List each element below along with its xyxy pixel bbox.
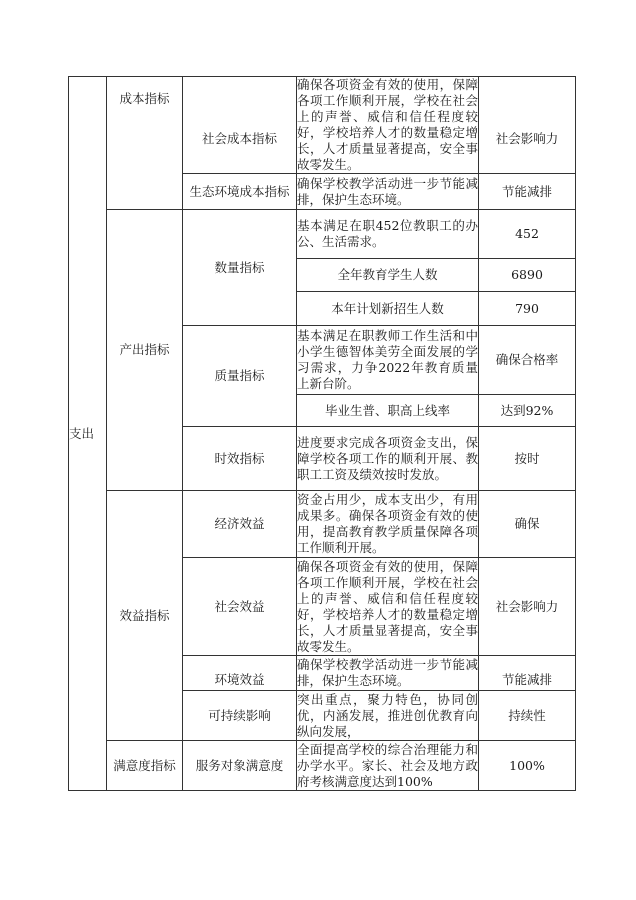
level3-indicator: 时效指标 [183,427,297,491]
indicator-value: 确保合格率 [479,326,576,395]
indicator-content: 全面提高学校的综合治理能力和办学水平。家长、社会及地方政府考核满意度达到100% [297,741,478,789]
indicator-value: 6890 [479,259,576,292]
level2-cost-indicator: 成本指标 [107,77,183,210]
indicator-value: 社会影响力 [479,77,576,174]
level3-indicator: 生态环境成本指标 [183,174,297,210]
indicator-content: 资金占用少，成本支出少，有用成果多。确保各项资金有效的使用，提高教育教学质量保障各项工作顺利开展。 [297,491,479,558]
indicator-value: 节能减排 [479,656,576,691]
indicator-value: 790 [479,292,576,326]
indicator-content: 基本满足在职教师工作生活和中小学生德智体美劳全面发展的学习需求，力争2022年教育质量上新台阶。 [297,326,479,395]
indicator-value: 按时 [479,427,576,491]
table-row [69,741,576,791]
indicator-content: 进度要求完成各项资金支出，保障学校各项工作的顺利开展、教职工工资及绩效按时发放。 [297,427,479,491]
indicator-content: 基本满足在职452位教职工的办公、生活需求。 [297,210,479,259]
indicator-value: 100% [479,741,576,791]
level2-benefit-indicator: 效益指标 [107,491,183,741]
level2-satisfaction-indicator: 满意度指标 [107,741,183,791]
performance-indicator-table [68,76,576,791]
indicator-value: 达到92% [479,395,576,427]
indicator-value: 确保 [479,491,576,558]
level3-indicator: 经济效益 [183,491,297,558]
table-row [69,210,576,259]
level3-indicator: 可持续影响 [183,691,297,741]
table-row [69,491,576,558]
indicator-content: 突出重点，聚力特色，协同创优，内涵发展，推进创优教育向纵向发展， [297,691,478,739]
indicator-content: 确保学校教学活动进一步节能减排，保护生态环境。 [297,656,479,691]
indicator-value: 持续性 [479,691,576,741]
indicator-value: 节能减排 [479,174,576,210]
level3-indicator: 数量指标 [183,210,297,326]
level2-output-indicator: 产出指标 [107,210,183,491]
indicator-content: 确保各项资金有效的使用，保障各项工作顺利开展，学校在社会上的声誉、威信和信任程度较好，学校培养人才的数量稳定增长，人才质量显著提高，安全事故零发生。 [297,77,478,172]
indicator-content: 全年教育学生人数 [297,259,479,292]
level3-indicator: 社会效益 [183,558,297,656]
indicator-content: 毕业生普、职高上线率 [297,395,479,427]
level3-indicator: 社会成本指标 [183,77,297,174]
indicator-value: 社会影响力 [479,558,576,656]
table-row [69,77,576,174]
level3-indicator: 质量指标 [183,326,297,427]
level3-indicator: 环境效益 [183,656,297,691]
indicator-value: 452 [479,210,576,259]
indicator-content: 确保各项资金有效的使用，保障各项工作顺利开展，学校在社会上的声誉、威信和信任程度较好，学校培养人才的数量稳定增长，人才质量显著提高，安全事故零发生。 [297,558,478,654]
indicator-content: 确保学校教学活动进一步节能减排，保护生态环境。 [297,174,479,210]
category-expenditure: 支出 [69,77,107,791]
level3-indicator: 服务对象满意度 [183,741,297,791]
indicator-content: 本年计划新招生人数 [297,292,479,326]
